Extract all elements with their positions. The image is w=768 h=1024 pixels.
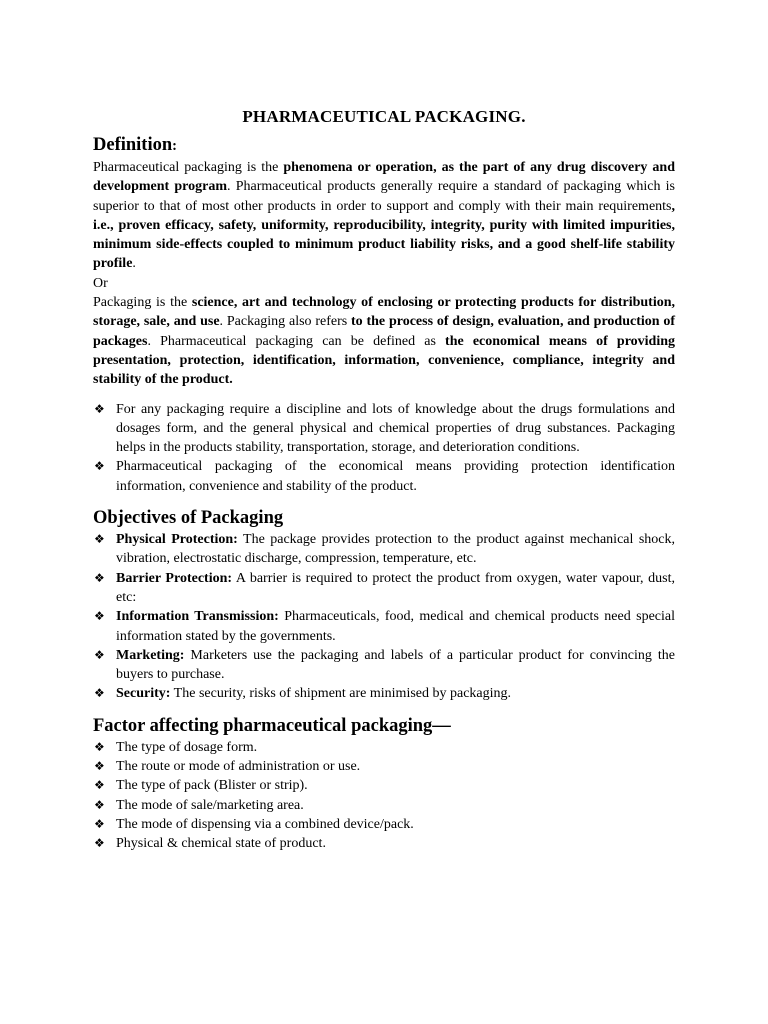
list-item bbox=[93, 776, 675, 795]
objectives-list bbox=[93, 530, 675, 704]
diamond-bullet-icon: ❖ bbox=[94, 647, 105, 662]
list-item bbox=[93, 530, 675, 569]
definition-p2-bold-run: to the process of design, evaluation, and production of packages bbox=[93, 314, 675, 349]
definition-p1-bold-run: , i.e., proven efficacy, safety, uniformity, reproducibility, integrity, purity with limited impurities, minimum side-effects coupled to minimum product liability risks, and a good shelf-life stability profile bbox=[93, 198, 675, 272]
list-item-text: For any packaging require a discipline and lots of knowledge about the drugs formulations and dosages form, and the general physical and chemical properties of drug substances. Packaging helps in the products stability, transportation, storage, and deterioration conditions. bbox=[116, 401, 675, 456]
objective-term: Barrier Protection: bbox=[116, 570, 233, 586]
objective-text: Marketers use the packaging and labels of a particular product for convincing the buyers to purchase. bbox=[116, 647, 675, 683]
list-item bbox=[93, 400, 675, 458]
definition-p2-run: . Pharmaceutical packaging can be defined as bbox=[147, 333, 446, 349]
definition-paragraph-2 bbox=[93, 293, 675, 389]
document-body bbox=[93, 107, 675, 854]
definition-p1-run: . Pharmaceutical products generally require a standard of packaging which is superior to that of most other products in order to support and comply with their main requirements bbox=[93, 179, 675, 214]
diamond-bullet-icon: ❖ bbox=[94, 816, 105, 831]
diamond-bullet-icon: ❖ bbox=[94, 739, 105, 754]
factor-text: The type of pack (Blister or strip). bbox=[116, 778, 308, 794]
list-item bbox=[93, 569, 675, 608]
definition-p2-bold-run: the economical means of providing presentation, protection, identification, information, convenience, compliance, integrity and stability of the product. bbox=[93, 333, 676, 388]
diamond-bullet-icon: ❖ bbox=[94, 836, 105, 851]
definition-p1-run: . bbox=[132, 256, 136, 272]
diamond-bullet-icon: ❖ bbox=[94, 609, 105, 624]
definition-p1-bold-run: phenomena or operation, as the part of any drug discovery and development program bbox=[93, 160, 676, 195]
diamond-bullet-icon: ❖ bbox=[94, 401, 105, 416]
objective-term: Physical Protection: bbox=[116, 532, 238, 548]
list-item bbox=[93, 834, 675, 853]
list-item bbox=[93, 684, 675, 703]
list-item bbox=[93, 757, 675, 776]
list-item bbox=[93, 796, 675, 815]
diamond-bullet-icon: ❖ bbox=[94, 759, 105, 774]
page-title: PHARMACEUTICAL PACKAGING. bbox=[242, 107, 526, 126]
objective-text: The security, risks of shipment are minimised by packaging. bbox=[170, 686, 512, 702]
definition-heading-text: Definition bbox=[93, 135, 173, 155]
list-item bbox=[93, 607, 675, 646]
list-item bbox=[93, 738, 675, 757]
diamond-bullet-icon: ❖ bbox=[94, 686, 105, 701]
objective-text: Pharmaceuticals, food, medical and chemical products need special information stated by the governments. bbox=[116, 609, 675, 644]
list-item bbox=[93, 646, 675, 685]
definition-p1-run: Pharmaceutical packaging is the bbox=[93, 160, 284, 175]
factor-text: The route or mode of administration or use. bbox=[116, 759, 361, 775]
definition-bullet-list bbox=[93, 400, 675, 496]
factor-text: Physical & chemical state of product. bbox=[116, 836, 326, 852]
definition-or: Or bbox=[93, 275, 108, 291]
objective-term: Information Transmission: bbox=[116, 609, 279, 625]
diamond-bullet-icon: ❖ bbox=[94, 778, 105, 793]
diamond-bullet-icon: ❖ bbox=[94, 570, 105, 585]
diamond-bullet-icon: ❖ bbox=[94, 797, 105, 812]
definition-heading-colon: : bbox=[172, 138, 177, 154]
objectives-heading: Objectives of Packaging bbox=[93, 508, 284, 529]
objective-term: Security: bbox=[116, 686, 171, 702]
factor-text: The mode of sale/marketing area. bbox=[116, 797, 304, 813]
objective-term: Marketing: bbox=[116, 647, 185, 663]
list-item-text: Pharmaceutical packaging of the economical means providing protection identification information, convenience and stability of the product. bbox=[116, 459, 675, 494]
factor-text: The mode of dispensing via a combined device/pack. bbox=[116, 816, 414, 832]
factors-list bbox=[93, 738, 675, 854]
definition-p2-bold-run: science, art and technology of enclosing or protecting products for distribution, storage, sale, and use bbox=[93, 295, 675, 330]
factor-text: The type of dosage form. bbox=[116, 739, 258, 755]
objective-text: A barrier is required to protect the product from oxygen, water vapour, dust, etc: bbox=[116, 570, 676, 605]
objective-text: The package provides protection to the product against mechanical shock, vibration, electrostatic discharge, compression, temperature, etc. bbox=[116, 532, 676, 567]
list-item bbox=[93, 815, 675, 834]
factors-heading: Factor affecting pharmaceutical packaging— bbox=[93, 715, 451, 736]
diamond-bullet-icon: ❖ bbox=[94, 532, 105, 547]
definition-p2-run: Packaging is the bbox=[93, 295, 192, 311]
definition-paragraph-1 bbox=[93, 158, 675, 274]
definition-heading bbox=[93, 133, 675, 158]
definition-p2-run: . Packaging also refers bbox=[219, 314, 352, 330]
diamond-bullet-icon: ❖ bbox=[94, 459, 105, 474]
list-item bbox=[93, 457, 675, 496]
